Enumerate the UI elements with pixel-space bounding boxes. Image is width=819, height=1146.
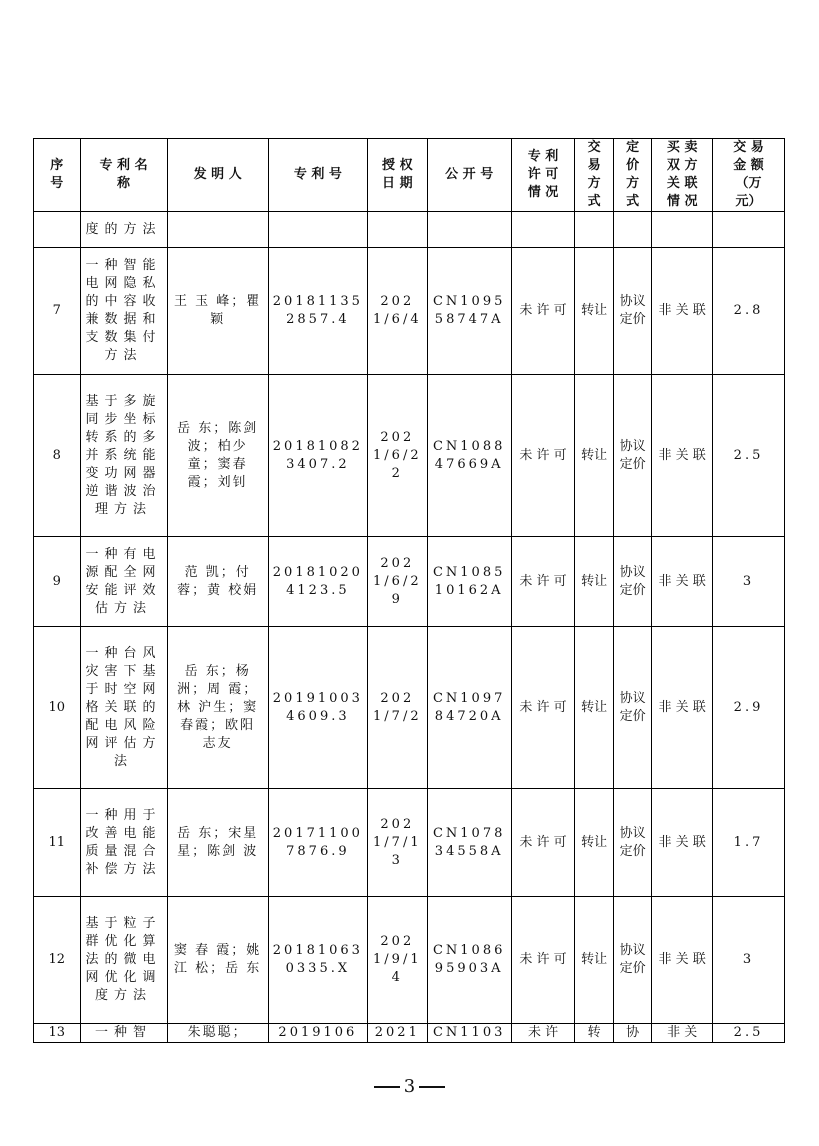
- cell-license: 未 许: [511, 1024, 575, 1043]
- cell-trade-method: 转让: [575, 248, 613, 375]
- cell-inventors: [167, 212, 268, 248]
- cell-seq: 13: [34, 1024, 81, 1043]
- cell-pricing-method: 协议定价: [613, 537, 651, 627]
- table-body: [34, 212, 785, 1043]
- cell-patent-name: 度的方法: [80, 212, 167, 248]
- table-row: [34, 248, 785, 375]
- table-row: [34, 627, 785, 789]
- cell-amount: 3: [713, 897, 785, 1024]
- cell-amount: 2.8: [713, 248, 785, 375]
- cell-relation: 非 关 联: [652, 248, 713, 375]
- header-grant-date: 授 权 日 期: [367, 139, 427, 212]
- table-row: [34, 897, 785, 1024]
- cell-patent-no: 201810823407.2: [268, 375, 367, 537]
- cell-relation: 非 关: [652, 1024, 713, 1043]
- cell-license: [511, 212, 575, 248]
- header-patent-name: 专 利 名 称: [80, 139, 167, 212]
- dash-left: [374, 1086, 400, 1088]
- patent-transaction-table: [33, 138, 785, 1043]
- cell-seq: [34, 212, 81, 248]
- cell-patent-name: 一种有电源配全网安能评效估方法: [80, 537, 167, 627]
- cell-pricing-method: 协议定价: [613, 897, 651, 1024]
- cell-pricing-method: 协议定价: [613, 248, 651, 375]
- cell-seq: 12: [34, 897, 81, 1024]
- header-trade-method: 交 易 方 式: [575, 139, 613, 212]
- cell-patent-no: 201711007876.9: [268, 789, 367, 897]
- cell-patent-name: 一种台风灾害下基于时空网格关联的配电风险网评估方法: [80, 627, 167, 789]
- table-row: [34, 1024, 785, 1043]
- cell-license: 未 许 可: [511, 537, 575, 627]
- cell-pricing-method: 协: [613, 1024, 651, 1043]
- cell-license: 未 许 可: [511, 897, 575, 1024]
- header-pub-no: 公 开 号: [427, 139, 511, 212]
- cell-trade-method: 转让: [575, 897, 613, 1024]
- cell-trade-method: 转让: [575, 789, 613, 897]
- cell-relation: [652, 212, 713, 248]
- cell-grant-date: [367, 212, 427, 248]
- cell-trade-method: 转让: [575, 375, 613, 537]
- cell-seq: 7: [34, 248, 81, 375]
- cell-seq: 11: [34, 789, 81, 897]
- table-row: [34, 789, 785, 897]
- table-header: [34, 139, 785, 212]
- cell-relation: 非 关 联: [652, 789, 713, 897]
- cell-grant-date: 2021: [367, 1024, 427, 1043]
- cell-license: 未 许 可: [511, 248, 575, 375]
- page-number-text: 3: [403, 1076, 416, 1097]
- cell-pricing-method: 协议定价: [613, 627, 651, 789]
- cell-amount: [713, 212, 785, 248]
- cell-inventors: 窦 春 霞；姚 江 松；岳 东: [167, 897, 268, 1024]
- table-row: [34, 375, 785, 537]
- cell-seq: 10: [34, 627, 81, 789]
- header-inventors: 发 明 人: [167, 139, 268, 212]
- cell-pricing-method: 协议定价: [613, 789, 651, 897]
- cell-patent-name: 基于多旋同步坐标转系的多并系统能变功网器逆谐波治理方法: [80, 375, 167, 537]
- header-relation: 买 卖 双 方 关 联 情 况: [652, 139, 713, 212]
- cell-patent-name: 一种智: [80, 1024, 167, 1043]
- cell-amount: 2.5: [713, 1024, 785, 1043]
- cell-inventors: 朱聪聪；: [167, 1024, 268, 1043]
- cell-grant-date: 2021/7/13: [367, 789, 427, 897]
- cell-pub-no: CN1103: [427, 1024, 511, 1043]
- cell-pub-no: [427, 212, 511, 248]
- cell-patent-no: 2019106: [268, 1024, 367, 1043]
- table-row-continuation: [34, 212, 785, 248]
- cell-patent-no: [268, 212, 367, 248]
- cell-relation: 非 关 联: [652, 897, 713, 1024]
- cell-inventors: 范 凯；付蓉；黄 校娟: [167, 537, 268, 627]
- header-amount: 交 易 金 额 （万 元）: [713, 139, 785, 212]
- cell-seq: 9: [34, 537, 81, 627]
- cell-license: 未 许 可: [511, 375, 575, 537]
- cell-pub-no: CN107834558A: [427, 789, 511, 897]
- cell-relation: 非 关 联: [652, 537, 713, 627]
- cell-pub-no: CN108695903A: [427, 897, 511, 1024]
- cell-patent-name: 一种智能电网隐私的中容收兼数据和支数集付方法: [80, 248, 167, 375]
- cell-patent-no: 201910034609.3: [268, 627, 367, 789]
- cell-license: 未 许 可: [511, 789, 575, 897]
- cell-amount: 2.5: [713, 375, 785, 537]
- cell-grant-date: 2021/6/4: [367, 248, 427, 375]
- cell-pub-no: CN109784720A: [427, 627, 511, 789]
- dash-right: [419, 1086, 445, 1088]
- cell-amount: 1.7: [713, 789, 785, 897]
- cell-patent-name: 一种用于改善电能质量混合补偿方法: [80, 789, 167, 897]
- cell-pub-no: CN108847669A: [427, 375, 511, 537]
- header-license: 专 利 许 可 情 况: [511, 139, 575, 212]
- cell-pricing-method: 协议定价: [613, 375, 651, 537]
- cell-trade-method: 转让: [575, 627, 613, 789]
- cell-pub-no: CN108510162A: [427, 537, 511, 627]
- cell-inventors: 岳 东；陈剑 波；柏少 童；窦春 霞；刘钊: [167, 375, 268, 537]
- cell-grant-date: 2021/6/29: [367, 537, 427, 627]
- cell-grant-date: 2021/7/2: [367, 627, 427, 789]
- cell-patent-no: 201810630335.X: [268, 897, 367, 1024]
- cell-license: 未 许 可: [511, 627, 575, 789]
- cell-relation: 非 关 联: [652, 375, 713, 537]
- cell-patent-no: 201811352857.4: [268, 248, 367, 375]
- cell-trade-method: 转让: [575, 537, 613, 627]
- cell-seq: 8: [34, 375, 81, 537]
- cell-inventors: 岳 东；宋星 星；陈剑 波: [167, 789, 268, 897]
- cell-pub-no: CN109558747A: [427, 248, 511, 375]
- page-number: [0, 1076, 819, 1097]
- table-row: [34, 537, 785, 627]
- header-pricing-method: 定 价 方 式: [613, 139, 651, 212]
- header-patent-no: 专 利 号: [268, 139, 367, 212]
- cell-trade-method: [575, 212, 613, 248]
- cell-patent-no: 201810204123.5: [268, 537, 367, 627]
- cell-amount: 2.9: [713, 627, 785, 789]
- cell-grant-date: 2021/9/14: [367, 897, 427, 1024]
- cell-inventors: 岳 东；杨洲；周 霞；林 沪生；窦 春霞；欧阳 志友: [167, 627, 268, 789]
- cell-relation: 非 关 联: [652, 627, 713, 789]
- cell-trade-method: 转: [575, 1024, 613, 1043]
- cell-pricing-method: [613, 212, 651, 248]
- cell-patent-name: 基于粒子群优化算法的微电网优化调度方法: [80, 897, 167, 1024]
- header-seq: 序 号: [34, 139, 81, 212]
- cell-amount: 3: [713, 537, 785, 627]
- cell-inventors: 王 玉 峰；瞿 颖: [167, 248, 268, 375]
- cell-grant-date: 2021/6/22: [367, 375, 427, 537]
